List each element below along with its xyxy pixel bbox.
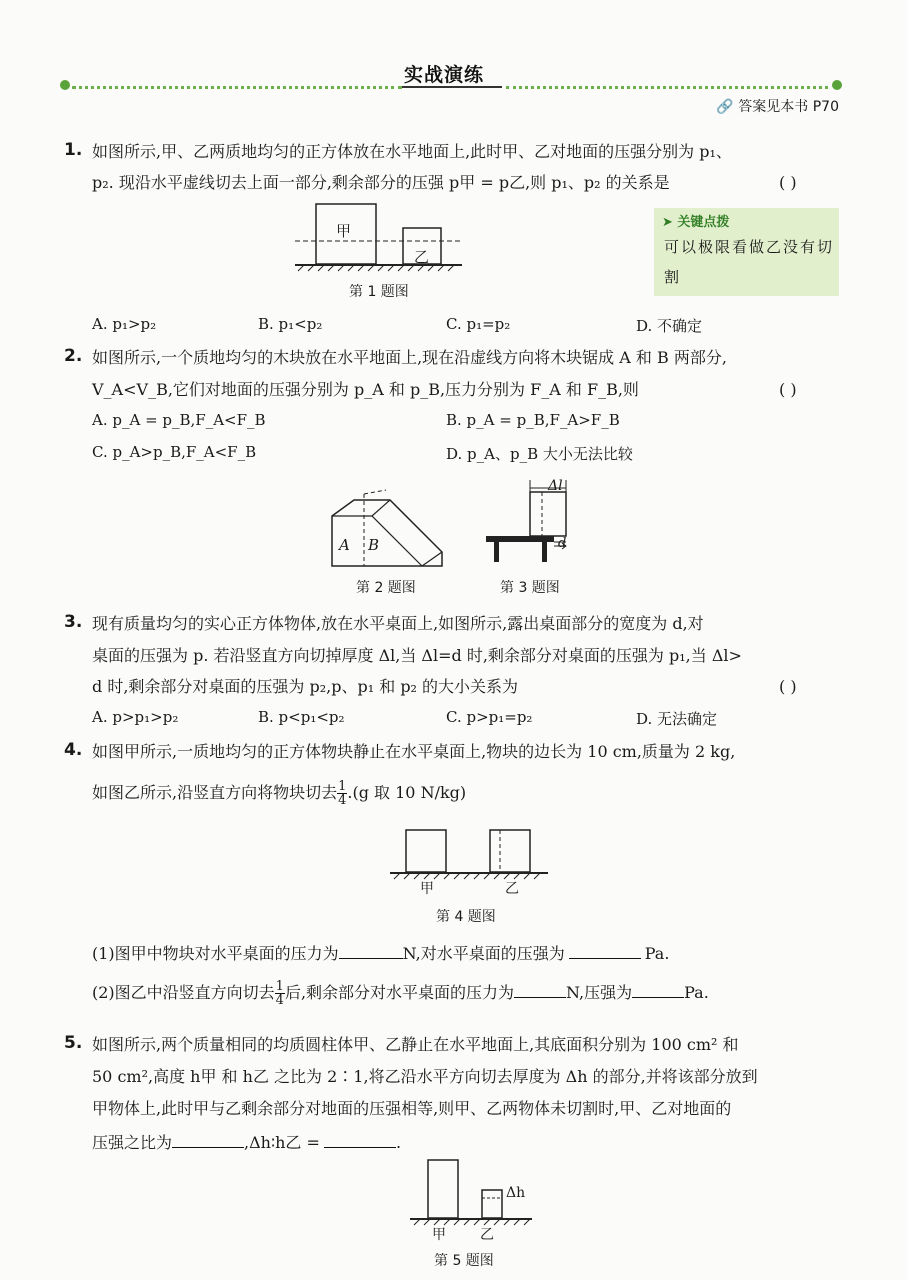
q4-figure [386,826,552,882]
q1-line1: 如图所示,甲、乙两质地均匀的正方体放在水平地面上,此时甲、乙对地面的压强分别为 p₁、 [92,142,732,161]
wood-block [332,500,442,566]
q1-label-jia: 甲 [336,222,352,240]
q3-answer-paren: ( ) [779,677,797,696]
q2-label-b: B [368,536,380,554]
q3-label-dl: Δl [548,478,563,494]
q5-label-yi: 乙 [480,1227,494,1243]
q4-line2 [92,776,466,810]
q4-sub2-blank1[interactable] [514,981,566,998]
q3-figure [482,476,592,572]
q4-line2-text: 如图乙所示,沿竖直方向将物块切去 [92,783,338,802]
q5-number: 5. [64,1033,83,1053]
q5-caption: 第 5 题图 [434,1253,494,1269]
hint-title-text: 关键点拨 [677,215,730,230]
link-icon: 🔗 [716,99,734,115]
q2-number: 2. [64,346,83,366]
q1-option-c[interactable]: C. p₁=p₂ [446,315,511,333]
q1-caption: 第 1 题图 [349,284,409,300]
q4-caption: 第 4 题图 [436,909,496,925]
q5-label-jia: 甲 [432,1227,446,1243]
q1-label-yi: 乙 [414,248,430,266]
q1-figure [290,198,470,273]
q5-label-dh: Δh [506,1185,526,1201]
q1-answer-paren: ( ) [779,173,797,192]
q3-option-d[interactable]: D. 无法确定 [636,710,718,728]
leaf-dot-left [60,80,70,90]
q4-sub2-blank2[interactable] [632,981,684,998]
q3-caption: 第 3 题图 [500,580,560,596]
q4-label-yi: 乙 [505,881,519,897]
title-underline [402,86,502,88]
q3-line1: 现有质量均匀的实心正方体物体,放在水平桌面上,如图所示,露出桌面部分的宽度为 d,对 [92,614,704,633]
q3-label-d: d [558,536,567,551]
q4-sub1-blank1[interactable] [339,942,403,959]
q2-line2: V_A<V_B,它们对地面的压强分别为 p_A 和 p_B,压力分别为 F_A 和 F_B,则 [92,380,639,399]
leaf-dot-right [832,80,842,90]
q2-figure [328,494,458,574]
q1-line2: p₂. 现沿水平虚线切去上面一部分,剩余部分的压强 p甲 = p乙,则 p₁、p₂ 的关系是 [92,173,670,192]
hint-title [662,211,729,230]
q5-blank2[interactable] [324,1131,396,1148]
q4-line1: 如图甲所示,一质地均匀的正方体物块静止在水平桌面上,物块的边长为 10 cm,质量为 2 kg, [92,742,736,761]
dotted-divider-right [506,86,828,89]
q4-fraction: $\frac{1}{4}$ [338,779,347,808]
section-title: 实战演练 [404,64,485,86]
hint-icon: ➤ [662,215,678,230]
block-jia [406,830,446,872]
answer-ref-text: 答案见本书 P70 [738,99,839,115]
q5-line2: 50 cm²,高度 h甲 和 h乙 之比为 2∶1,将乙沿水平方向切去厚度为 Δh 的部分,并将该部分放到 [92,1067,758,1086]
q2-line1: 如图所示,一个质地均匀的木块放在水平地面上,现在沿虚线方向将木块锯成 A 和 B 两部分, [92,348,727,367]
q2-option-b[interactable]: B. p_A = p_B,F_A>F_B [446,411,620,429]
q1-number: 1. [64,140,83,160]
q5-blank1[interactable] [172,1131,244,1148]
q4-label-jia: 甲 [420,881,434,897]
q1-option-b[interactable]: B. p₁<p₂ [258,315,323,333]
q3-option-b[interactable]: B. p<p₁<p₂ [258,708,345,726]
q4-sub1: (1)图甲中物块对水平桌面的压力为 N,对水平桌面的压强为 Pa. [92,944,670,963]
q4-line2-tail: .(g 取 10 N/kg) [347,783,467,802]
q4-sub1-blank2[interactable] [569,942,641,959]
q2-answer-paren: ( ) [779,380,797,399]
q1-option-a[interactable]: A. p₁>p₂ [92,315,157,333]
q4-sub2: (2)图乙中沿竖直方向切去 $\frac{1}{4}$ 后,剩余部分对水平桌面的压力为 N,压强为 Pa. [92,979,709,1008]
q4-number: 4. [64,740,83,760]
answer-reference [716,96,839,116]
cube-on-table [530,492,566,536]
dotted-divider-left [72,86,402,89]
q5-line4: 压强之比为 ,Δh∶h乙 = . [92,1133,402,1152]
q5-line3: 甲物体上,此时甲与乙剩余部分对地面的压强相等,则甲、乙两物体未切割时,甲、乙对地面的 [92,1099,732,1118]
q4-sub2-fraction: $\frac{1}{4}$ [275,979,284,1008]
q3-line2: 桌面的压强为 p. 若沿竖直方向切掉厚度 Δl,当 Δl=d 时,剩余部分对桌面的压强为 p₁,当 Δl> [92,646,742,665]
q2-option-a[interactable]: A. p_A = p_B,F_A<F_B [92,411,266,429]
table-top [486,536,554,542]
q3-option-c[interactable]: C. p>p₁=p₂ [446,708,533,726]
hint-text: 可以极限看做乙没有切割 [664,238,835,286]
q3-number: 3. [64,612,83,632]
q5-line1: 如图所示,两个质量相同的均质圆柱体甲、乙静止在水平地面上,其底面积分别为 100 cm² 和 [92,1035,739,1054]
cylinder-yi [482,1190,502,1218]
q3-line3: d 时,剩余部分对桌面的压强为 p₂,p、p₁ 和 p₂ 的大小关系为 [92,677,519,696]
q2-label-a: A [339,536,350,554]
q1-option-d[interactable]: D. 不确定 [636,317,703,335]
q2-caption: 第 2 题图 [356,580,416,596]
block-yi [490,830,530,872]
cylinder-jia [428,1160,458,1218]
q3-option-a[interactable]: A. p>p₁>p₂ [92,708,179,726]
q2-option-c[interactable]: C. p_A>p_B,F_A<F_B [92,443,257,461]
q2-option-d[interactable]: D. p_A、p_B 大小无法比较 [446,445,633,463]
